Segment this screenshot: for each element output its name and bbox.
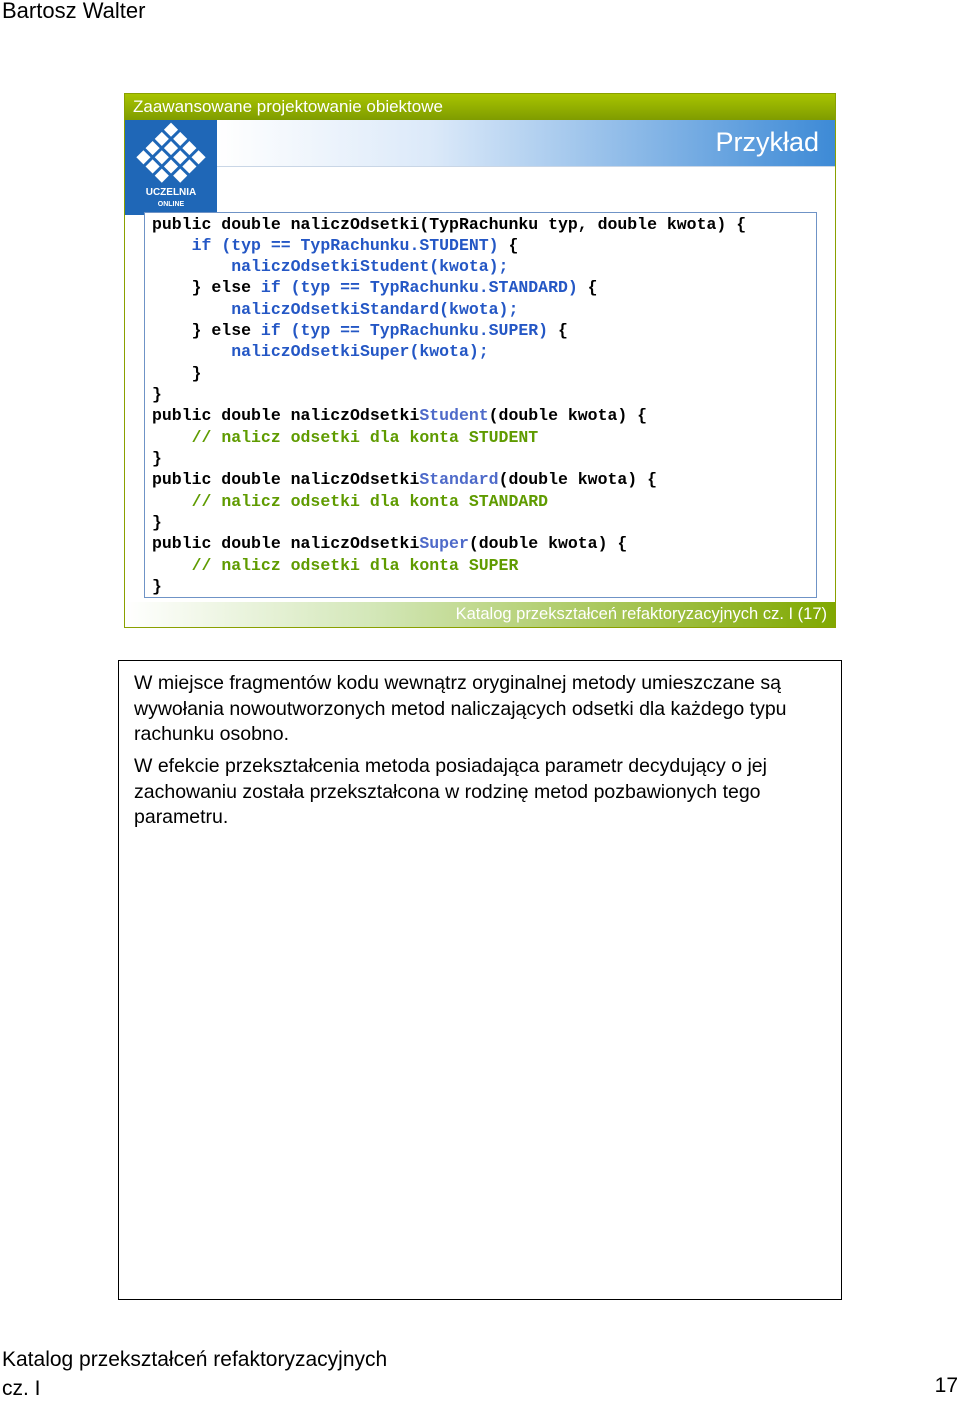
title-divider [217, 166, 835, 167]
page-footer [2, 1345, 387, 1403]
code-line: // nalicz odsetki dla konta SUPER [191, 556, 519, 575]
code-line: } [152, 449, 162, 468]
footer-line-2: cz. I [2, 1377, 41, 1400]
code-listing [144, 212, 817, 598]
code-line: // nalicz odsetki dla konta STUDENT [191, 428, 539, 447]
slide [124, 93, 836, 628]
code-line: public double naliczOdsetkiStandard(double kwota) { [152, 470, 657, 489]
code-line: public double naliczOdsetki(TypRachunku typ, double kwota) { [152, 215, 747, 234]
title-band [217, 120, 835, 166]
page-author: Bartosz Walter [2, 0, 146, 23]
slide-header-bar [125, 94, 835, 120]
code-line: } else if (typ == TypRachunku.STANDARD) { [152, 278, 598, 297]
code-line: public double naliczOdsetkiSuper(double kwota) { [152, 534, 628, 553]
code-line: } else if (typ == TypRachunku.SUPER) { [152, 321, 568, 340]
code-line: } [152, 513, 162, 532]
code-line: naliczOdsetkiStudent(kwota); [231, 257, 509, 276]
code-line: // nalicz odsetki dla konta STANDARD [191, 492, 549, 511]
logo-text-1: UCZELNIA [145, 187, 197, 198]
course-title: Zaawansowane projektowanie obiektowe [133, 97, 443, 116]
uczelnia-online-logo-icon [125, 120, 217, 215]
notes-box [118, 660, 842, 1300]
code-line: if (typ == TypRachunku.STUDENT) { [191, 236, 519, 255]
note-paragraph-1: W miejsce fragmentów kodu wewnątrz oryginalnej metody umieszczane są wywołania nowoutworzonych metod naliczających odsetki dla każdego typu rachunku osobno. [134, 672, 787, 745]
code-line: } [152, 385, 162, 404]
code-line: public double naliczOdsetkiStudent(double kwota) { [152, 406, 648, 425]
footer-line-1: Katalog przekształceń refaktoryzacyjnych [2, 1348, 388, 1371]
slide-footer-text: Katalog przekształceń refaktoryzacyjnych cz. I (17) [455, 605, 827, 623]
code-line: } [152, 577, 162, 596]
slide-title: Przykład [715, 127, 819, 157]
page-number: 17 [934, 1374, 958, 1397]
note-paragraph-2: W efekcie przekształcenia metoda posiadająca parametr decydujący o jej zachowaniu została przekształcona w rodzinę metod pozbawionych tego parametru. [134, 755, 767, 828]
code-line: } [152, 364, 202, 383]
slide-footer-bar [125, 602, 835, 627]
logo-text-2: ONLINE [157, 201, 185, 208]
code-line: naliczOdsetkiStandard(kwota); [231, 300, 519, 319]
code-line: naliczOdsetkiSuper(kwota); [231, 342, 489, 361]
